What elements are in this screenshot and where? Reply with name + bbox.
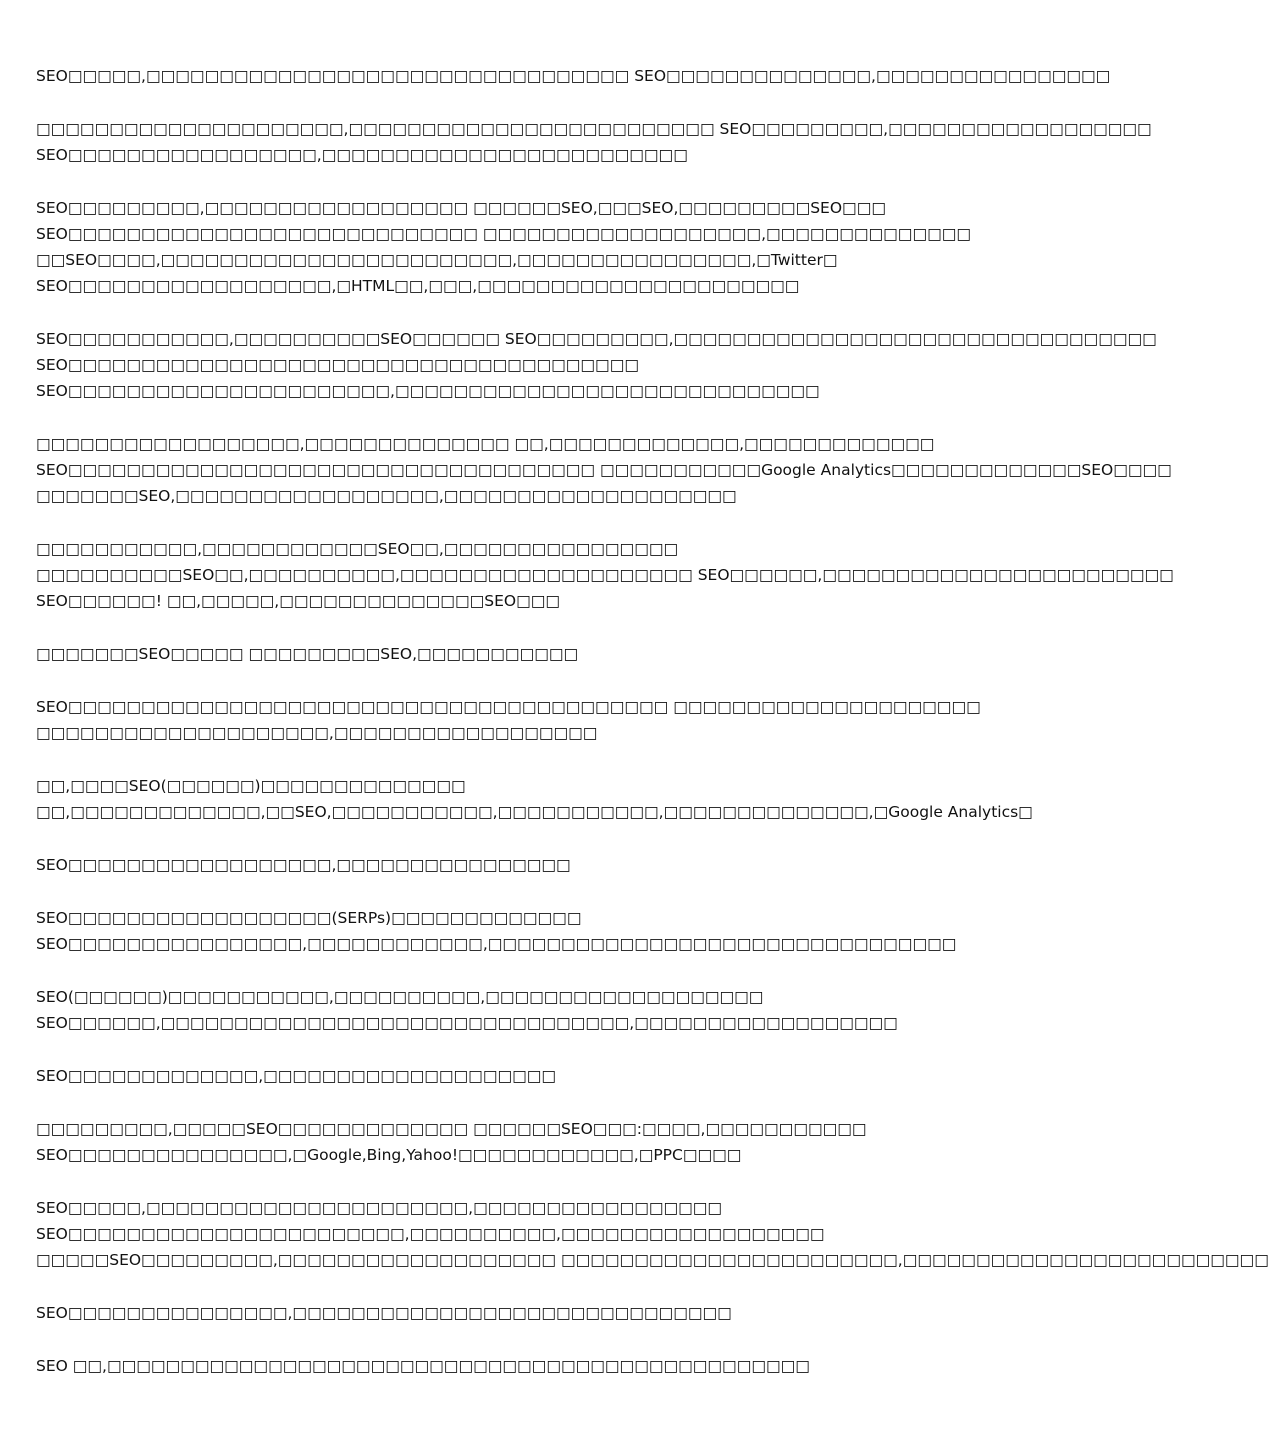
text-line: SEO□□□□□□! □□,□□□□□,□□□□□□□□□□□□□□SEO□□□ [36, 592, 561, 610]
paragraph [36, 773, 1033, 825]
text-line: □□□□□□□□□□SEO□□,□□□□□□□□□□,□□□□□□□□□□□□□□□□□□□□ SEO□□□□□□,□□□□□□□□□□□□□□□□□□□□□□□□ [36, 566, 1174, 584]
paragraph [36, 641, 996, 667]
text-line: SEO□□□□□□□□□□□,□□□□□□□□□□SEO□□□□□□ SEO□□□□□□□□□,□□□□□□□□□□□□□□□□□□□□□□□□□□□□□□□□□ [36, 330, 1157, 348]
text-line: SEO□□□□□□,□□□□□□□□□□□□□□□□□□□□□□□□□□□□□□□□,□□□□□□□□□□□□□□□□□□ [36, 1014, 898, 1032]
text-line: SEO□□□□□,□□□□□□□□□□□□□□□□□□□□□□,□□□□□□□□□□□□□□□□□ [36, 1199, 723, 1217]
text-line: SEO□□□□□□□□□□□□□,□□□□□□□□□□□□□□□□□□□□ [36, 1067, 557, 1085]
paragraph [36, 195, 996, 299]
text-line: □□SEO□□□□,□□□□□□□□□□□□□□□□□□□□□□□□,□□□□□□□□□□□□□□□□,□Twitter□ [36, 251, 838, 269]
text-line: SEO□□□□□□□□□□□□□□□□□□□□□□□□□□□□□□□□□□□□□□□□□ □□□□□□□□□□□□□□□□□□□□□ [36, 698, 981, 716]
text-line: SEO□□□□□□□□□□□□□□□,□Google,Bing,Yahoo!□□□□□□□□□□□□,□PPC□□□□ [36, 1146, 742, 1164]
paragraph [36, 852, 996, 878]
text-line: SEO□□□□□,□□□□□□□□□□□□□□□□□□□□□□□□□□□□□□□□□ SEO□□□□□□□□□□□□□□,□□□□□□□□□□□□□□□□ [36, 67, 1111, 85]
paragraph [36, 326, 1157, 404]
paragraph [36, 984, 996, 1036]
paragraph [36, 63, 1111, 89]
text-line: □□,□□□□SEO(□□□□□□)□□□□□□□□□□□□□□ [36, 777, 466, 795]
text-line: □□□□□□□□□□□□□□□□□□,□□□□□□□□□□□□□□ □□,□□□□□□□□□□□□□,□□□□□□□□□□□□□ [36, 435, 935, 453]
text-line: SEO□□□□□□□□□□□□□□□□□□(SERPs)□□□□□□□□□□□□□ [36, 909, 582, 927]
paragraph [36, 694, 996, 746]
paragraph [36, 1353, 996, 1379]
text-line: □□□□□SEO□□□□□□□□□,□□□□□□□□□□□□□□□□□□□ □□□□□□□□□□□□□□□□□□□□□□□,□□□□□□□□□□□□□□□□□□□□□□□□□ [36, 1251, 1269, 1269]
text-line: □□□□□□□SEO,□□□□□□□□□□□□□□□□□□,□□□□□□□□□□□□□□□□□□□□ [36, 487, 737, 505]
text-line: □□□□□□□SEO□□□□□ □□□□□□□□□SEO,□□□□□□□□□□□ [36, 645, 579, 663]
text-line: SEO□□□□□□□□□□□□□□□□,□□□□□□□□□□□□,□□□□□□□□□□□□□□□□□□□□□□□□□□□□□□□□ [36, 935, 957, 953]
text-line: SEO□□□□□□□□□□□□□□□□□□□□□□□,□□□□□□□□□□,□□□□□□□□□□□□□□□□□□ [36, 1225, 825, 1243]
text-line: SEO□□□□□□□□□□□□□□□□□□,□HTML□□,□□□,□□□□□□□□□□□□□□□□□□□□□□ [36, 277, 800, 295]
paragraph [36, 1063, 996, 1089]
text-line: □□□□□□□□□□□□□□□□□□□□,□□□□□□□□□□□□□□□□□□ [36, 724, 598, 742]
text-line: SEO□□□□□□□□□,□□□□□□□□□□□□□□□□□□ □□□□□□SEO,□□□SEO,□□□□□□□□□SEO□□□ [36, 199, 886, 217]
text-line: SEO(□□□□□□)□□□□□□□□□□□,□□□□□□□□□□,□□□□□□□□□□□□□□□□□□□ [36, 988, 764, 1006]
paragraph [36, 1195, 1269, 1273]
text-line: SEO □□,□□□□□□□□□□□□□□□□□□□□□□□□□□□□□□□□□□□□□□□□□□□□□□□□ [36, 1357, 810, 1375]
text-line: SEO□□□□□□□□□□□□□□□□□□□□□□□□□□□□ □□□□□□□□□□□□□□□□□□□,□□□□□□□□□□□□□□ [36, 225, 972, 243]
text-line: SEO□□□□□□□□□□□□□□□□□□□□□□□□□□□□□□□□□□□□□□□ [36, 356, 639, 374]
text-line: □□□□□□□□□□□,□□□□□□□□□□□□SEO□□,□□□□□□□□□□□□□□□□ [36, 540, 679, 558]
text-line: SEO□□□□□□□□□□□□□□□□□□□□□□,□□□□□□□□□□□□□□□□□□□□□□□□□□□□□ [36, 382, 820, 400]
text-line: SEO□□□□□□□□□□□□□□□□□□,□□□□□□□□□□□□□□□□ [36, 856, 571, 874]
text-line: □□□□□□□□□,□□□□□SEO□□□□□□□□□□□□□ □□□□□□SEO□□□:□□□□,□□□□□□□□□□□ [36, 1120, 867, 1138]
text-line: □□,□□□□□□□□□□□□□,□□SEO,□□□□□□□□□□□,□□□□□□□□□□□,□□□□□□□□□□□□□□,□Google Analytics□ [36, 803, 1033, 821]
paragraph [36, 116, 1152, 168]
text-line: □□□□□□□□□□□□□□□□□□□□□,□□□□□□□□□□□□□□□□□□□□□□□□□ SEO□□□□□□□□□,□□□□□□□□□□□□□□□□□□ [36, 120, 1152, 138]
text-line: SEO□□□□□□□□□□□□□□□,□□□□□□□□□□□□□□□□□□□□□□□□□□□□□□ [36, 1304, 732, 1322]
paragraph [36, 431, 1172, 509]
paragraph [36, 1300, 996, 1326]
text-line: SEO□□□□□□□□□□□□□□□□□□□□□□□□□□□□□□□□□□□□ □□□□□□□□□□□Google Analytics□□□□□□□□□□□□□SEO□□□□ [36, 461, 1172, 479]
paragraph [36, 905, 996, 957]
paragraph [36, 1116, 996, 1168]
document-page [36, 63, 1269, 1406]
paragraph [36, 536, 1174, 614]
text-line: SEO□□□□□□□□□□□□□□□□□,□□□□□□□□□□□□□□□□□□□□□□□□□ [36, 146, 688, 164]
